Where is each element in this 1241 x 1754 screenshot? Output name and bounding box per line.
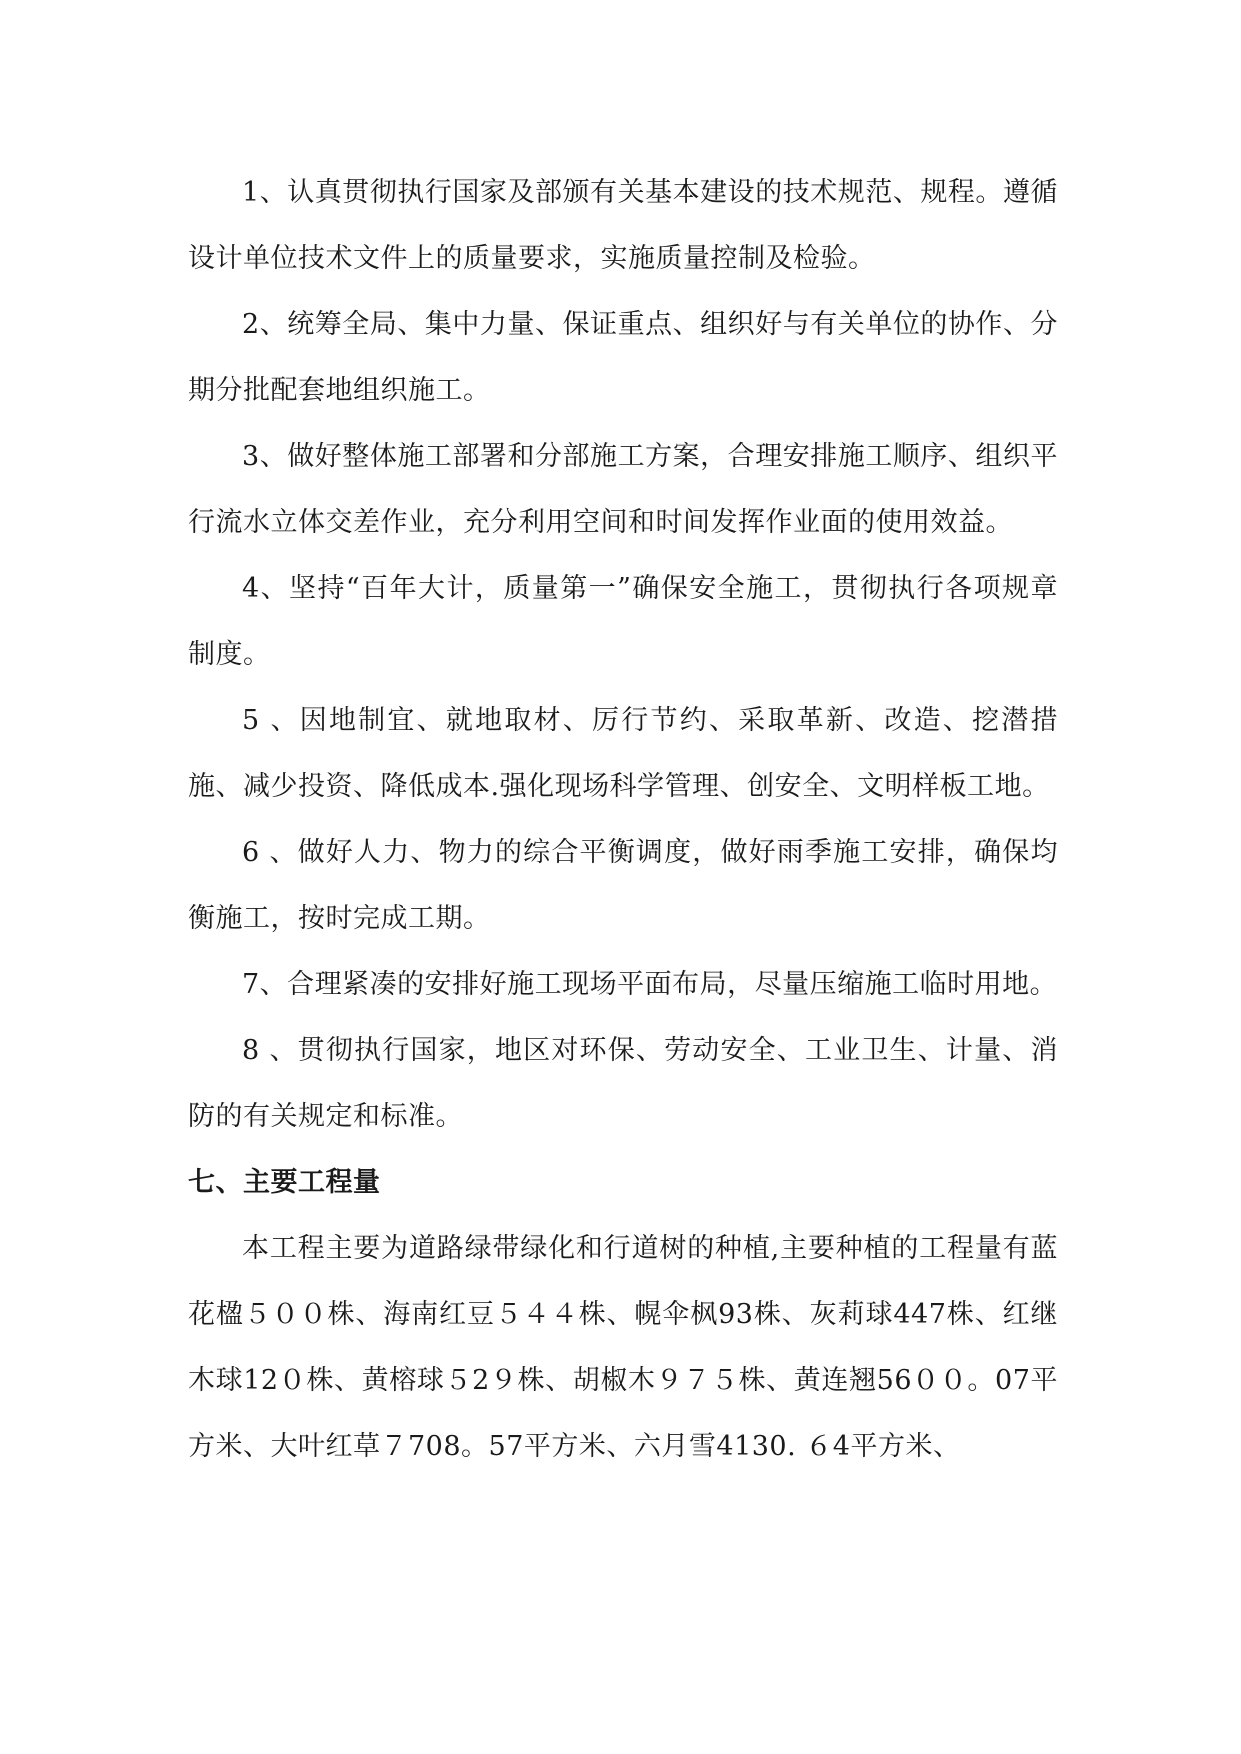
section-paragraph: 本工程主要为道路绿带绿化和行道树的种植,主要种植的工程量有蓝花楹５００株、海南红豆５４４株、幌伞枫93株、灰莉球447株、红继木球12０株、黄榕球５2９株、胡椒木９７５株、黄连翘56００。07平方米、大叶红草７708。57平方米、六月雪4130. ６4平方米、	[188, 1233, 1058, 1462]
paragraph-6: 6 、做好人力、物力的综合平衡调度，做好雨季施工安排，确保均衡施工，按时完成工期。	[188, 837, 1058, 934]
paragraph-5: 5 、因地制宜、就地取材、厉行节约、采取革新、改造、挖潜措施、减少投资、降低成本.强化现场科学管理、创安全、文明样板工地。	[188, 705, 1058, 802]
section-heading: 七、主要工程量	[188, 1167, 381, 1198]
paragraph-4: 4、坚持“百年大计，质量第一”确保安全施工，贯彻执行各项规章制度。	[188, 573, 1058, 670]
paragraph-7: 7、合理紧凑的安排好施工现场平面布局，尽量压缩施工临时用地。	[242, 969, 1058, 1000]
paragraph-2: 2、统筹全局、集中力量、保证重点、组织好与有关单位的协作、分期分批配套地组织施工。	[188, 309, 1058, 406]
paragraph-8: 8 、贯彻执行国家，地区对环保、劳动安全、工业卫生、计量、消防的有关规定和标准。	[188, 1035, 1058, 1132]
paragraph-1: 1、认真贯彻执行国家及部颁有关基本建设的技术规范、规程。遵循设计单位技术文件上的质量要求，实施质量控制及检验。	[188, 177, 1058, 274]
paragraph-3: 3、做好整体施工部署和分部施工方案，合理安排施工顺序、组织平行流水立体交差作业，充分利用空间和时间发挥作业面的使用效益。	[188, 441, 1058, 538]
document-body	[188, 160, 1058, 1480]
